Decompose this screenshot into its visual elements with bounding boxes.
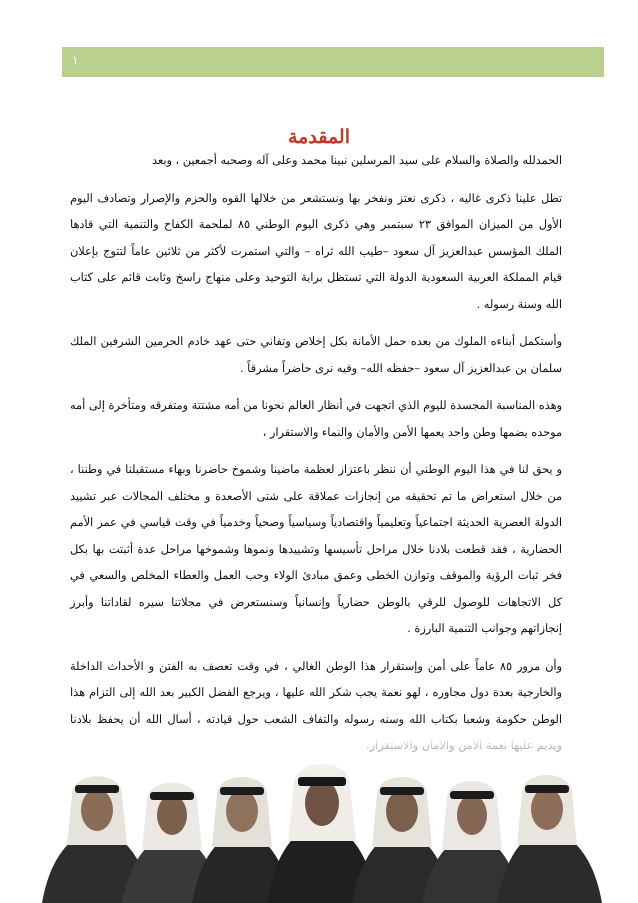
paragraph: وأستكمل أبناءه الملوك من بعده حمل الأمانة بكل إخلاص وتفاني حتى عهد خادم الحرمين الشرفين الملك سلمان بن عبدالعزيز آل سعود –حفظه الله– وفيه نرى حاضراً مشرقاً . <box>70 335 562 375</box>
paragraph: وأن مرور ٨٥ عاماً على أمن وإستقرار هذا الوطن الغالي ، في وقت تعصف به الفتن و الأحداث الداخلة والخارجية بعدة دول مجاوره ، لهو نعمة يجب شكر الله عليها ، ويرجع الفضل الكبير بعد الله إلى التزام هذا الوطن حكومة وشعبا بكتاب الله وسنه رسوله والتفاف الشعب حول قيادته ، أسال الله أن يحفظ بلادنا <box>70 659 562 726</box>
paragraph: و يحق لنا في هذا اليوم الوطني أن ننظر باعتزاز لعظمة ماضينا وشموخ حاضرنا وبهاء مستقبلنا في وطننا ، من خلال استعراض ما تم تحقيقه من إنجازات عملاقة على شتى الأصعدة و مختلف المجالات عبر تشييد الدولة العصرية الحديثة اجتماعياً وتعليمياً واقتصادياً وسياسياً وصحياً وخدمياً في وقت قياسي في عمر الأمم الحضارية ، فقد قطعت بلادنا خلال مراحل تأسيسها وتشييدها ونموها وشموخها مراحل عدة أثبتت بها بكل فخر ثبات الرؤية والموقف وتوازن الخطى وعمق مبادئ الولاء وحب العمل والعطاء المخلص والسعي في كل الاتجاهات للوصول للرقي بالوطن حضارياً وإنسانياً وسنستعرض في مجلاتنا سيره لقاداتنا وأبرز إنجازاتهم وجوانب التنمية البارزة . <box>70 463 562 635</box>
page-title: المقدمة <box>287 126 350 148</box>
body-text <box>70 148 562 771</box>
kings-photo-strip <box>42 735 602 903</box>
page-number: ١ <box>72 53 79 67</box>
header-band <box>62 47 604 77</box>
paragraph: الحمدلله والصلاة والسلام على سيد المرسلين نبينا محمد وعلى آله وصحبه أجمعين ، وبعد <box>151 154 562 167</box>
paragraph: تطل علينا ذكرى غاليه ، ذكرى نعتز ونفخر بها ونستشعر من خلالها القوه والحزم والإصرار وتصادف اليوم الأول من الميزان الموافق ٢٣ سبتمبر وهي ذكرى اليوم الوطني ٨٥ لملحمة الكفاح والتنمية التي قادها الملك المؤسس عبدالعزيز آل سعود –طيب الله ثراه – والتي استمرت لأكثر من ثلاثين عاماً لتتوج بإعلان قيام المملكة العربية السعودية الدولة التي تستظل براية التوحيد وعلى منهاج راسخ وثابت قائم على كتاب الله وسنة رسوله . <box>70 191 562 311</box>
paragraph: وهذه المناسبة المجسدة لليوم الذي اتجهت في أنظار العالم نحونا من أمه مشتتة ومتفرقه ومتأخرة إلى أمه موحده يضمها وطن واحد يعمها الأمن والأمان والنماء والاستقرار ، <box>70 399 562 439</box>
